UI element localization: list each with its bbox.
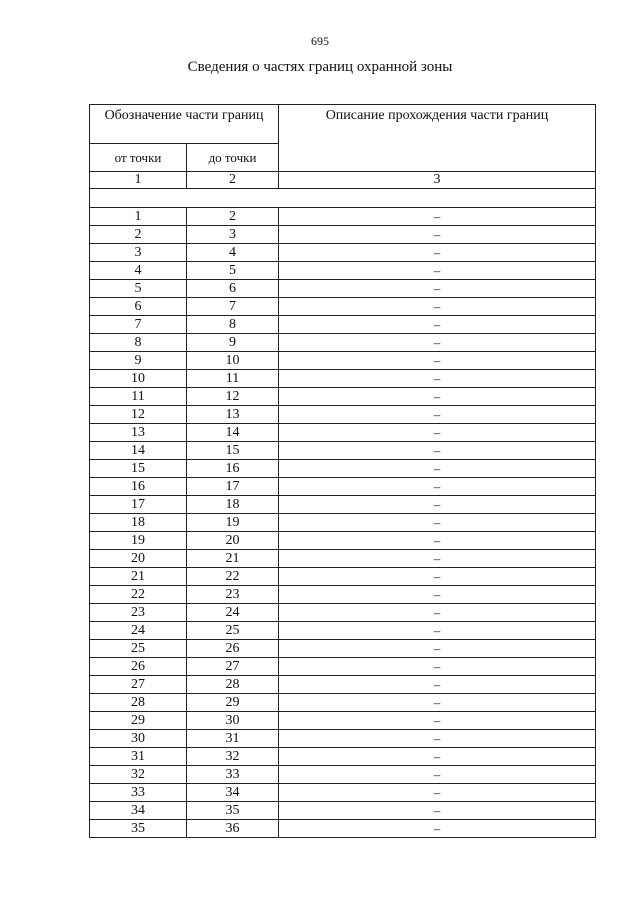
- from-point-cell: 24: [90, 622, 187, 640]
- from-point-cell: 35: [90, 820, 187, 838]
- description-cell: –: [279, 478, 596, 496]
- spacer-cell: [90, 189, 596, 208]
- table-row: [90, 640, 596, 658]
- from-point-cell: 5: [90, 280, 187, 298]
- from-point-cell: 33: [90, 784, 187, 802]
- from-point-cell: 9: [90, 352, 187, 370]
- from-point-cell: 10: [90, 370, 187, 388]
- to-point-cell: 22: [187, 568, 279, 586]
- from-point-cell: 30: [90, 730, 187, 748]
- description-cell: –: [279, 658, 596, 676]
- from-point-cell: 23: [90, 604, 187, 622]
- table-row: [90, 298, 596, 316]
- description-cell: –: [279, 550, 596, 568]
- to-point-cell: 16: [187, 460, 279, 478]
- table-row: [90, 532, 596, 550]
- to-point-cell: 4: [187, 244, 279, 262]
- to-point-cell: 5: [187, 262, 279, 280]
- description-cell: –: [279, 352, 596, 370]
- from-point-cell: 7: [90, 316, 187, 334]
- description-cell: –: [279, 496, 596, 514]
- to-point-cell: 23: [187, 586, 279, 604]
- table-row: [90, 802, 596, 820]
- to-point-cell: 17: [187, 478, 279, 496]
- description-cell: –: [279, 622, 596, 640]
- table-row: [90, 658, 596, 676]
- to-point-cell: 29: [187, 694, 279, 712]
- from-point-cell: 14: [90, 442, 187, 460]
- to-point-cell: 33: [187, 766, 279, 784]
- from-point-cell: 26: [90, 658, 187, 676]
- table-row: [90, 604, 596, 622]
- to-point-cell: 10: [187, 352, 279, 370]
- description-cell: –: [279, 802, 596, 820]
- table-row: [90, 514, 596, 532]
- from-point-cell: 13: [90, 424, 187, 442]
- header-description: Описание прохождения части границ: [279, 105, 596, 172]
- to-point-cell: 12: [187, 388, 279, 406]
- header-to-point: до точки: [187, 144, 279, 172]
- from-point-cell: 31: [90, 748, 187, 766]
- from-point-cell: 16: [90, 478, 187, 496]
- table-row: [90, 730, 596, 748]
- boundary-table: [89, 104, 596, 838]
- from-point-cell: 8: [90, 334, 187, 352]
- to-point-cell: 13: [187, 406, 279, 424]
- table-row: [90, 766, 596, 784]
- table-row: [90, 226, 596, 244]
- table-row: [90, 478, 596, 496]
- table-row: [90, 586, 596, 604]
- description-cell: –: [279, 784, 596, 802]
- description-cell: –: [279, 586, 596, 604]
- to-point-cell: 31: [187, 730, 279, 748]
- from-point-cell: 4: [90, 262, 187, 280]
- from-point-cell: 15: [90, 460, 187, 478]
- description-cell: –: [279, 280, 596, 298]
- table-row: [90, 568, 596, 586]
- table-row: [90, 352, 596, 370]
- from-point-cell: 27: [90, 676, 187, 694]
- to-point-cell: 24: [187, 604, 279, 622]
- header-boundary-designation: Обозначение части границ: [90, 105, 279, 144]
- table-row: [90, 262, 596, 280]
- table-header: [90, 105, 596, 172]
- to-point-cell: 2: [187, 208, 279, 226]
- column-number: 3: [279, 172, 596, 189]
- description-cell: –: [279, 316, 596, 334]
- to-point-cell: 14: [187, 424, 279, 442]
- to-point-cell: 26: [187, 640, 279, 658]
- page-number: 695: [311, 34, 329, 48]
- description-cell: –: [279, 208, 596, 226]
- table-body: [90, 172, 596, 838]
- from-point-cell: 19: [90, 532, 187, 550]
- to-point-cell: 32: [187, 748, 279, 766]
- description-cell: –: [279, 514, 596, 532]
- from-point-cell: 22: [90, 586, 187, 604]
- from-point-cell: 11: [90, 388, 187, 406]
- description-cell: –: [279, 604, 596, 622]
- table-row: [90, 676, 596, 694]
- table-row: [90, 820, 596, 838]
- table-row: [90, 622, 596, 640]
- from-point-cell: 20: [90, 550, 187, 568]
- description-cell: –: [279, 532, 596, 550]
- description-cell: –: [279, 460, 596, 478]
- table-row: [90, 334, 596, 352]
- table-row: [90, 496, 596, 514]
- to-point-cell: 15: [187, 442, 279, 460]
- description-cell: –: [279, 226, 596, 244]
- description-cell: –: [279, 298, 596, 316]
- to-point-cell: 21: [187, 550, 279, 568]
- description-cell: –: [279, 640, 596, 658]
- description-cell: –: [279, 370, 596, 388]
- table-row: [90, 244, 596, 262]
- to-point-cell: 30: [187, 712, 279, 730]
- description-cell: –: [279, 406, 596, 424]
- table-row: [90, 550, 596, 568]
- table-row: [90, 316, 596, 334]
- description-cell: –: [279, 766, 596, 784]
- to-point-cell: 9: [187, 334, 279, 352]
- description-cell: –: [279, 262, 596, 280]
- description-cell: –: [279, 244, 596, 262]
- table-row: [90, 784, 596, 802]
- table-row: [90, 460, 596, 478]
- description-cell: –: [279, 748, 596, 766]
- to-point-cell: 8: [187, 316, 279, 334]
- spacer-row: [90, 189, 596, 208]
- from-point-cell: 1: [90, 208, 187, 226]
- to-point-cell: 7: [187, 298, 279, 316]
- header-from-point: от точки: [90, 144, 187, 172]
- from-point-cell: 12: [90, 406, 187, 424]
- to-point-cell: 36: [187, 820, 279, 838]
- description-cell: –: [279, 820, 596, 838]
- from-point-cell: 3: [90, 244, 187, 262]
- from-point-cell: 29: [90, 712, 187, 730]
- table-row: [90, 712, 596, 730]
- table-row: [90, 442, 596, 460]
- from-point-cell: 32: [90, 766, 187, 784]
- column-number: 2: [187, 172, 279, 189]
- table-row: [90, 388, 596, 406]
- table-row: [90, 406, 596, 424]
- description-cell: –: [279, 568, 596, 586]
- table-row: [90, 694, 596, 712]
- description-cell: –: [279, 424, 596, 442]
- to-point-cell: 20: [187, 532, 279, 550]
- description-cell: –: [279, 334, 596, 352]
- to-point-cell: 35: [187, 802, 279, 820]
- to-point-cell: 11: [187, 370, 279, 388]
- to-point-cell: 19: [187, 514, 279, 532]
- description-cell: –: [279, 676, 596, 694]
- description-cell: –: [279, 712, 596, 730]
- from-point-cell: 17: [90, 496, 187, 514]
- from-point-cell: 18: [90, 514, 187, 532]
- from-point-cell: 21: [90, 568, 187, 586]
- table-row: [90, 370, 596, 388]
- to-point-cell: 34: [187, 784, 279, 802]
- from-point-cell: 25: [90, 640, 187, 658]
- table-row: [90, 424, 596, 442]
- to-point-cell: 25: [187, 622, 279, 640]
- table-row: [90, 280, 596, 298]
- document-title: Сведения о частях границ охранной зоны: [187, 59, 453, 75]
- description-cell: –: [279, 694, 596, 712]
- table-row: [90, 208, 596, 226]
- to-point-cell: 27: [187, 658, 279, 676]
- from-point-cell: 6: [90, 298, 187, 316]
- column-number: 1: [90, 172, 187, 189]
- description-cell: –: [279, 442, 596, 460]
- from-point-cell: 28: [90, 694, 187, 712]
- table-row: [90, 748, 596, 766]
- to-point-cell: 6: [187, 280, 279, 298]
- to-point-cell: 28: [187, 676, 279, 694]
- description-cell: –: [279, 730, 596, 748]
- from-point-cell: 34: [90, 802, 187, 820]
- from-point-cell: 2: [90, 226, 187, 244]
- column-number-row: [90, 172, 596, 189]
- to-point-cell: 18: [187, 496, 279, 514]
- to-point-cell: 3: [187, 226, 279, 244]
- description-cell: –: [279, 388, 596, 406]
